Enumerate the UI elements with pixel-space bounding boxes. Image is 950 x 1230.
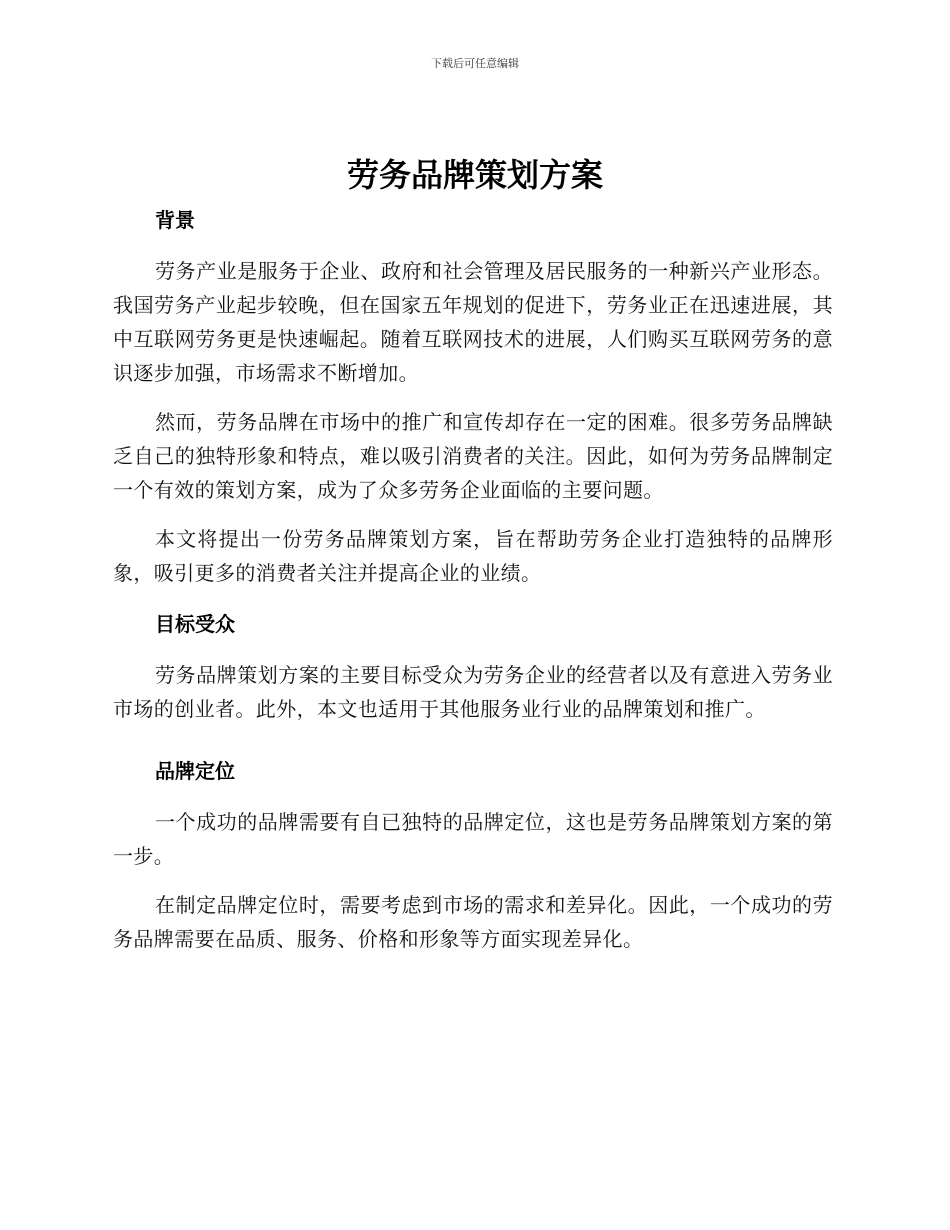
page-header-note: 下载后可任意编辑 (431, 57, 519, 70)
paragraph-background-1: 劳务产业是服务于企业、政府和社会管理及居民服务的一种新兴产业形态。我国劳务产业起步较晚，但在国家五年规划的促进下，劳务业正在迅速进展，其中互联网劳务更是快速崛起。随着互联网技术的进展，人们购买互联网劳务的意识逐步加强，市场需求不断增加。 (113, 259, 833, 385)
paragraph-audience-1: 劳务品牌策划方案的主要目标受众为劳务企业的经营者以及有意进入劳务业市场的创业者。此外，本文也适用于其他服务业行业的品牌策划和推广。 (113, 663, 833, 721)
section-heading-positioning: 品牌定位 (155, 759, 235, 783)
section-heading-audience: 目标受众 (155, 612, 235, 636)
document-body (113, 203, 833, 956)
paragraph-background-3: 本文将提出一份劳务品牌策划方案，旨在帮助劳务企业打造独特的品牌形象，吸引更多的消费者关注并提高企业的业绩。 (113, 527, 833, 585)
paragraph-positioning-2: 在制定品牌定位时，需要考虑到市场的需求和差异化。因此，一个成功的劳务品牌需要在品质、服务、价格和形象等方面实现差异化。 (113, 893, 833, 951)
document-title: 劳务品牌策划方案 (346, 156, 603, 194)
paragraph-background-2: 然而，劳务品牌在市场中的推广和宣传却存在一定的困难。很多劳务品牌缺乏自己的独特形象和特点，难以吸引消费者的关注。因此，如何为劳务品牌制定一个有效的策划方案，成为了众多劳务企业面临的主要问题。 (113, 410, 833, 502)
section-heading-background: 背景 (155, 208, 195, 232)
paragraph-positioning-1: 一个成功的品牌需要有自已独特的品牌定位，这也是劳务品牌策划方案的第一步。 (113, 810, 833, 868)
